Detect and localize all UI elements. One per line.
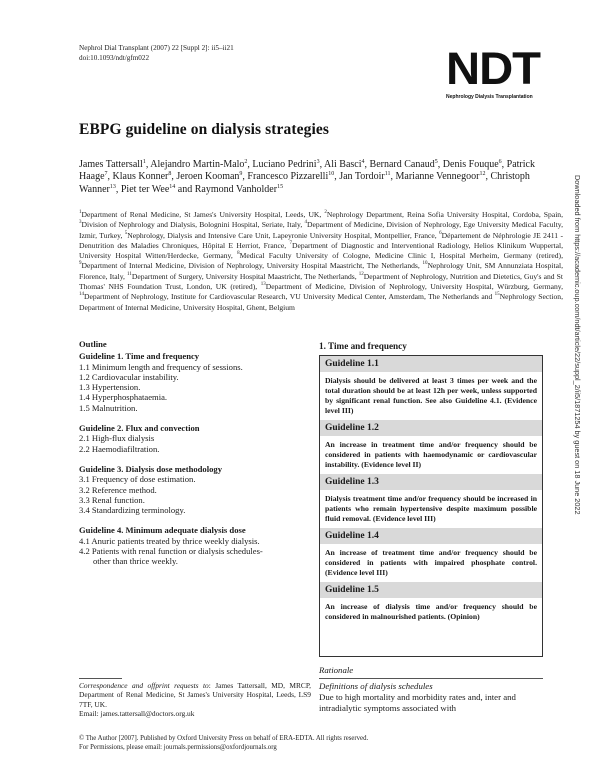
- rationale-body: [319, 681, 545, 714]
- affiliation-mark: 7: [289, 240, 293, 246]
- outline-item: 1.2 Cardiovacular instability.: [79, 371, 179, 382]
- affiliation-text: Nephrology Department, Reina Sofia University Hospital, Cordoba, Spain,: [326, 210, 563, 219]
- author: [339, 171, 390, 182]
- author-affiliation-mark: 1: [142, 159, 146, 165]
- outline-group-title: Guideline 4. Minimum adequate dialysis dose: [79, 525, 246, 536]
- author-name: Klaus Konner: [112, 171, 169, 183]
- article-title: EBPG guideline on dialysis strategies: [79, 121, 329, 138]
- author-affiliation-mark: 14: [169, 183, 176, 190]
- correspondence-lead: Correspondence and offprint requests to: [79, 681, 209, 690]
- author: [370, 159, 438, 170]
- outline: [79, 339, 311, 567]
- affiliation-text: Department of Diagnostic and Interventional Radiology, Helios Klinikum Wuppertal, University Hospital Witten/Herdecke, Germany,: [79, 240, 563, 261]
- author-name: Francesco Pizzarelli: [247, 171, 329, 183]
- outline-heading: Outline: [79, 339, 107, 349]
- guideline-box: [319, 355, 543, 657]
- author-name: Raymond Vanholder: [194, 183, 278, 195]
- affiliation-text: Département de Néphrologie JE 2411 - Denutrition des Maladies Chroniques, Hôpital E Herriot, France,: [79, 230, 563, 250]
- footer: [79, 735, 559, 752]
- affiliation-text: Department of Surgery, University Hospital Maastricht, The Netherlands,: [131, 271, 359, 281]
- doi-line: doi:10.1093/ndt/gfm022: [79, 54, 150, 62]
- affiliation-mark: 9: [79, 261, 82, 267]
- author: [113, 171, 172, 182]
- affiliation-text: Division of Nephrology and Dialysis, Bolognini Hospital, Seriate, Italy,: [81, 220, 305, 230]
- ndt-logo: [446, 43, 552, 103]
- outline-group: [79, 351, 311, 413]
- rationale-rule: [319, 678, 543, 679]
- affiliation-text: Department of Internal Medicine, Division of Nephrology, University Hospital Maastricht, The Netherlands,: [81, 261, 423, 271]
- outline-item: 3.1 Frequency of dose estimation.: [79, 474, 196, 485]
- affiliation-mark: 4: [304, 220, 307, 226]
- outline-item: 3.4 Standardizing terminology.: [79, 505, 186, 516]
- affiliation-text: Department of Renal Medicine, St James's University Hospital, Leeds, UK,: [81, 210, 325, 219]
- affiliation-text: Nephrology, Dialysis and Intensive Care Unit, Lapeyronie University Hospital, Montpellier, France,: [127, 230, 440, 240]
- affiliation-text: Department of Nephrology, Institute for Cardiovascular Research, VU University Medical Center, Amsterdam, The Netherlands and: [84, 292, 495, 302]
- correspondence-email[interactable]: Email: james.tattersall@doctors.org.uk: [79, 709, 195, 719]
- author: [121, 184, 175, 195]
- download-watermark: [572, 175, 584, 595]
- guideline-text: Dialysis should be delivered at least 3 times per week and the total duration should be at least 12h per week, unless supported by significant renal function. See also Guideline 4.1. (Evidence level III): [325, 376, 537, 415]
- author-affiliation-mark: 13: [109, 183, 116, 190]
- outline-item: 4.2 Patients with renal function or dialysis schedules-: [79, 546, 263, 557]
- affiliations: [79, 210, 563, 313]
- outline-item: 2.1 High-flux dialysis: [79, 433, 155, 444]
- author-name: Christoph Wanner: [79, 171, 530, 195]
- author-name: Jan Tordoir: [339, 171, 385, 183]
- guideline-text: An increase of dialysis time and/or frequency should be considered in malnourished patients. (Opinion): [325, 602, 537, 621]
- affiliation-mark: 10: [422, 261, 428, 267]
- affiliation-mark: 13: [260, 282, 266, 288]
- outline-item: 2.2 Haemodiafiltration.: [79, 443, 160, 454]
- outline-item-continuation: other than thrice weekly.: [93, 556, 178, 567]
- author-name: Patrick Haage: [79, 159, 535, 183]
- affiliation-mark: 14: [79, 292, 84, 298]
- journal-citation: Nephrol Dial Transplant (2007) 22 [Suppl 2]: ii5–ii21: [79, 44, 234, 52]
- rationale-heading: Rationale: [319, 665, 354, 675]
- affiliation-mark: 2: [324, 210, 327, 215]
- outline-item: 1.4 Hyperphosphataemia.: [79, 392, 168, 403]
- author-affiliation-mark: 15: [277, 183, 284, 190]
- download-watermark-text: Downloaded from https://academic.oup.com/ndt/article/22/suppl_2/ii5/1871254 by guest on 18 June 2022: [573, 175, 582, 515]
- footnote-rule: [79, 678, 122, 679]
- author-name: Jeroen Kooman: [176, 171, 240, 183]
- guideline-text: Dialysis treatment time and/or frequency should be increased in patients who remain hypertensive despite maximum possible fluid removal. (Evidence level III): [325, 494, 537, 523]
- affiliation-mark: 8: [237, 251, 240, 257]
- author: [252, 159, 319, 170]
- affiliation-mark: 5: [124, 230, 128, 236]
- author-name: James Tattersall: [79, 159, 143, 170]
- outline-item: 1.3 Hypertension.: [79, 382, 141, 393]
- outline-item: 3.3 Renal function.: [79, 494, 145, 505]
- logo-subtitle: Nephrology Dialysis Transplantation: [446, 94, 533, 100]
- author-name: Alejandro Martin-Malo: [150, 159, 245, 170]
- author-affiliation-mark: 11: [384, 171, 391, 178]
- affiliation-text: Department of Nephrology, Nutrition and Dietetics, Guy's and St Thomas' NHS Foundation Trust, London, UK (retired),: [79, 271, 563, 292]
- rationale-subheading: Definitions of dialysis schedules: [319, 681, 433, 691]
- author: [324, 159, 365, 170]
- author-name: Ali Basci: [324, 159, 362, 170]
- outline-item: 4.1 Anuric patients treated by thrice weekly dialysis.: [79, 535, 260, 546]
- author: [443, 159, 502, 170]
- rationale-text: Due to high mortality and morbidity rates and, inter and intradialytic symptoms associated with: [319, 692, 516, 713]
- outline-group: [79, 423, 311, 454]
- author-affiliation-mark: 2: [244, 159, 248, 165]
- author: [396, 171, 486, 182]
- outline-item: 1.5 Malnutrition.: [79, 402, 138, 413]
- logo-letters: NDT: [446, 43, 540, 94]
- correspondence: [79, 681, 311, 719]
- outline-group: [79, 525, 311, 566]
- author-affiliation-mark: 8: [168, 171, 172, 178]
- author: [247, 171, 334, 182]
- author: [150, 159, 247, 170]
- guideline-heading: Guideline 1.4: [320, 528, 542, 544]
- guideline-heading: Guideline 1.5: [320, 582, 542, 598]
- author-name: Bernard Canaud: [369, 159, 435, 170]
- author: [195, 184, 283, 195]
- outline-group-title: Guideline 1. Time and frequency: [79, 351, 200, 362]
- affiliation-text: Department of Medicine, Division of Nephrology, Ege University Medical Faculty, Izmir, Turkey,: [79, 220, 563, 240]
- author-affiliation-mark: 6: [498, 159, 502, 165]
- affiliation-text: Medical Faculty University of Cologne, Medicine Clinic I, Hospital Merheim, Germany (retired),: [239, 251, 563, 261]
- affiliation-text: Nephrology Section, Department of Internal Medicine, University Hospital, Ghent, Belgium: [79, 292, 563, 312]
- author: [79, 159, 146, 170]
- affiliation-mark: 11: [127, 271, 132, 277]
- author-name: Piet ter Wee: [120, 183, 170, 195]
- affiliation-mark: 3: [79, 220, 82, 226]
- guideline-text: An increase of treatment time and/or frequency should be considered in patients with impaired phosphate control. (Evidence level III): [325, 548, 537, 577]
- correspondence-text: : James Tattersall, MD, MRCP, Department of Renal Medicine, St James's University Hospital, Leeds, LS9 7TF, UK.: [79, 681, 311, 709]
- affiliation-mark: 15: [494, 292, 500, 298]
- author-name: Luciano Pedrini: [252, 159, 317, 170]
- author-name: Denis Fouque: [442, 159, 499, 170]
- affiliation-text: Department of Medicine, Division of Nephrology, University Hospital, Würzburg, Germany,: [265, 282, 563, 292]
- guideline-heading: Guideline 1.3: [320, 474, 542, 490]
- outline-item: 3.2 Reference method.: [79, 484, 157, 495]
- outline-group-title: Guideline 2. Flux and convection: [79, 423, 200, 434]
- author-affiliation-mark: 5: [434, 159, 438, 165]
- author: [176, 171, 242, 182]
- author-list: James Tattersall$^1$, Alejandro Martin-Malo$^2$, Luciano Pedrini$^3$, Ali Basci$^4$, Bernard Canaud$^5$, Denis Fouque$^6$, Patrick Haage$^7$, Klaus Konner$^8$, Jeroen Kooman$^9$, Francesco Pizzarelli$^{10}$, Jan Tordoir$^{11}$, Marianne Vennegoor$^{12}$, Christoph Wanner$^{13}$, Piet ter Wee$^{14}$ and Raymond Vanholder$^{15}$: [79, 159, 535, 195]
- outline-group-title: Guideline 3. Dialysis dose methodology: [79, 463, 223, 474]
- author-name: Marianne Vennegoor: [395, 171, 480, 183]
- section-heading: 1. Time and frequency: [319, 341, 407, 351]
- author-affiliation-mark: 3: [316, 159, 320, 165]
- guideline-text: An increase in treatment time and/or frequency should be considered in patients with haemodynamic or cardiovascular instability. (Evidence level II): [325, 440, 537, 469]
- affiliation-mark: 12: [358, 271, 364, 277]
- affiliation-mark: 1: [79, 210, 82, 215]
- outline-group: [79, 464, 311, 515]
- author-affiliation-mark: 12: [479, 171, 486, 178]
- guideline-heading: Guideline 1.2: [320, 420, 542, 436]
- copyright-line: © The Author [2007]. Published by Oxford University Press on behalf of ERA-EDTA. All rights reserved.: [79, 735, 369, 742]
- author-affiliation-mark: 10: [328, 171, 335, 178]
- outline-item: 1.1 Minimum length and frequency of sessions.: [79, 361, 243, 372]
- affiliation-text: Nephrology Unit, SM Annunziata Hospital, Florence, Italy,: [79, 261, 563, 281]
- author-affiliation-mark: 9: [239, 171, 243, 178]
- author-affiliation-mark: 4: [361, 159, 365, 165]
- author-affiliation-mark: 7: [104, 171, 108, 178]
- affiliation-mark: 6: [439, 230, 442, 236]
- guideline-heading: Guideline 1.1: [320, 356, 542, 372]
- permissions-line: For Permissions, please email: journals.permissions@oxfordjournals.org: [79, 743, 277, 751]
